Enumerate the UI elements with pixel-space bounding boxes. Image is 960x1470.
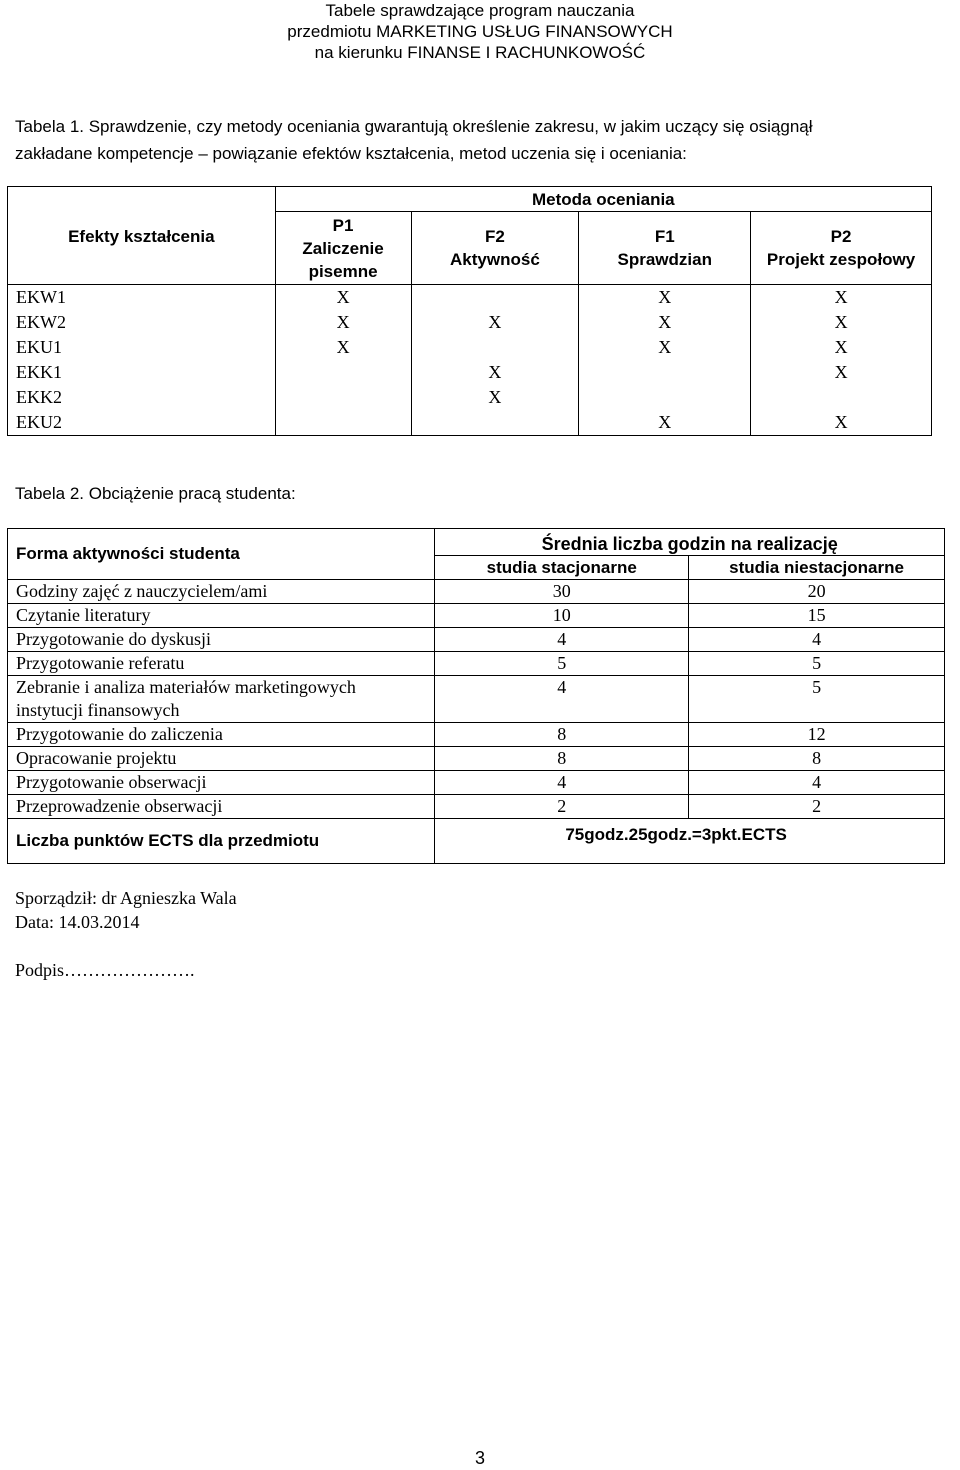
- col-header-p2-name: Projekt zespołowy: [766, 250, 916, 269]
- cell-p1: X: [275, 335, 411, 360]
- row-label: EKK2: [8, 385, 276, 410]
- hours-nonstationary: 5: [689, 652, 945, 676]
- col-header-f1-code: F1: [654, 227, 675, 246]
- col-group-avg-hours: Średnia liczba godzin na realizację: [435, 529, 945, 556]
- col-header-stationary: studia stacjonarne: [435, 556, 689, 580]
- col-header-f2-name: Aktywność: [450, 250, 540, 269]
- hours-stationary: 2: [435, 795, 689, 819]
- cell-f2: [411, 335, 579, 360]
- table1-caption-line-1: Tabela 1. Sprawdzenie, czy metody oceniania gwarantują określenie zakresu, w jakim uczący się osiągnął: [15, 117, 813, 136]
- table-row: [8, 335, 932, 360]
- cell-p1: [275, 360, 411, 385]
- hours-stationary: 30: [435, 580, 689, 604]
- hours-stationary: 10: [435, 604, 689, 628]
- table2-caption: Tabela 2. Obciążenie pracą studenta:: [15, 484, 296, 503]
- cell-f2: X: [411, 360, 579, 385]
- doc-title-line-1: Tabele sprawdzające program nauczania: [325, 1, 635, 20]
- cell-f1: X: [579, 335, 751, 360]
- hours-stationary: 4: [435, 676, 689, 723]
- page-number: 3: [474, 1448, 485, 1468]
- activity-label: Przygotowanie obserwacji: [8, 771, 435, 795]
- cell-p1: X: [275, 310, 411, 335]
- hours-stationary: 4: [435, 771, 689, 795]
- activity-label: Opracowanie projektu: [8, 747, 435, 771]
- cell-p2: X: [751, 410, 932, 436]
- col-header-f1-name: Sprawdzian: [617, 250, 712, 269]
- col-header-p1-name-a: Zaliczenie: [302, 238, 384, 258]
- cell-f2: [411, 410, 579, 436]
- col-header-p1-code: P1: [332, 215, 354, 235]
- hours-stationary: 5: [435, 652, 689, 676]
- activity-label: Przygotowanie do zaliczenia: [8, 723, 435, 747]
- signature-line: Podpis………………….: [15, 960, 195, 980]
- col-header-p1-name-b: pisemne: [308, 261, 378, 281]
- col-header-f2-code: F2: [484, 227, 505, 246]
- table-row: [8, 360, 932, 385]
- col-group-assessment-method: Metoda oceniania: [275, 187, 931, 212]
- table-row: [8, 723, 945, 747]
- hours-nonstationary: 4: [689, 771, 945, 795]
- table-row: [8, 652, 945, 676]
- activity-label: Przygotowanie do dyskusji: [8, 628, 435, 652]
- hours-nonstationary: 2: [689, 795, 945, 819]
- cell-f2: X: [411, 310, 579, 335]
- cell-f1: X: [579, 285, 751, 311]
- hours-nonstationary: 15: [689, 604, 945, 628]
- cell-f1: X: [579, 410, 751, 436]
- col-header-p1: [275, 212, 411, 285]
- col-header-activity-form: Forma aktywności studenta: [8, 529, 435, 580]
- table-row: [8, 795, 945, 819]
- col-header-f2: [411, 212, 579, 285]
- row-label: EKU1: [8, 335, 276, 360]
- table-row: [8, 628, 945, 652]
- cell-p2: X: [751, 285, 932, 311]
- activity-label: Przygotowanie referatu: [8, 652, 435, 676]
- cell-f1: [579, 385, 751, 410]
- prepared-by: Sporządził: dr Agnieszka Wala: [15, 888, 237, 908]
- table-row: [8, 385, 932, 410]
- cell-p1: [275, 385, 411, 410]
- hours-stationary: 8: [435, 723, 689, 747]
- table-row: [8, 676, 945, 723]
- table-row: [8, 285, 932, 311]
- table-row: [8, 747, 945, 771]
- cell-f1: [579, 360, 751, 385]
- table-row: [8, 771, 945, 795]
- cell-f1: X: [579, 310, 751, 335]
- ects-total-label: Liczba punktów ECTS dla przedmiotu: [8, 819, 435, 864]
- hours-nonstationary: 12: [689, 723, 945, 747]
- row-label: EKU2: [8, 410, 276, 436]
- cell-p1: X: [275, 285, 411, 311]
- table-row: [8, 310, 932, 335]
- workload-table: [7, 528, 945, 864]
- table-row: [8, 604, 945, 628]
- document-date: Data: 14.03.2014: [15, 912, 140, 932]
- table1-caption-line-2: zakładane kompetencje – powiązanie efektów kształcenia, metod uczenia się i oceniania:: [15, 144, 687, 163]
- cell-p1: [275, 410, 411, 436]
- hours-stationary: 8: [435, 747, 689, 771]
- col-header-p2-code: P2: [830, 227, 852, 246]
- activity-label: [8, 676, 435, 723]
- table-row: [8, 410, 932, 436]
- row-label: EKW2: [8, 310, 276, 335]
- cell-p2: X: [751, 360, 932, 385]
- col-header-p2: [751, 212, 932, 285]
- row-label: EKW1: [8, 285, 276, 311]
- activity-label: Czytanie literatury: [8, 604, 435, 628]
- hours-nonstationary: 5: [689, 676, 945, 723]
- activity-label-line-1: Zebranie i analiza materiałów marketingowych: [16, 677, 356, 697]
- hours-nonstationary: 20: [689, 580, 945, 604]
- cell-f2: [411, 285, 579, 311]
- ects-total-value: 75godz.25godz.=3pkt.ECTS: [435, 819, 945, 864]
- cell-p2: X: [751, 335, 932, 360]
- cell-p2: [751, 385, 932, 410]
- row-label: EKK1: [8, 360, 276, 385]
- hours-nonstationary: 8: [689, 747, 945, 771]
- activity-label: Godziny zajęć z nauczycielem/ami: [8, 580, 435, 604]
- table-total-row: [8, 819, 945, 864]
- cell-p2: X: [751, 310, 932, 335]
- hours-nonstationary: 4: [689, 628, 945, 652]
- col-header-nonstationary: studia niestacjonarne: [689, 556, 945, 580]
- col-header-effects: Efekty kształcenia: [8, 187, 276, 285]
- doc-title-line-3: na kierunku FINANSE I RACHUNKOWOŚĆ: [314, 43, 646, 62]
- activity-label: Przeprowadzenie obserwacji: [8, 795, 435, 819]
- hours-stationary: 4: [435, 628, 689, 652]
- table-row: [8, 580, 945, 604]
- assessment-methods-table: [7, 186, 932, 436]
- activity-label-line-2: instytucji finansowych: [16, 700, 180, 720]
- col-header-f1: [579, 212, 751, 285]
- cell-f2: X: [411, 385, 579, 410]
- doc-title-line-2: przedmiotu MARKETING USŁUG FINANSOWYCH: [287, 22, 673, 41]
